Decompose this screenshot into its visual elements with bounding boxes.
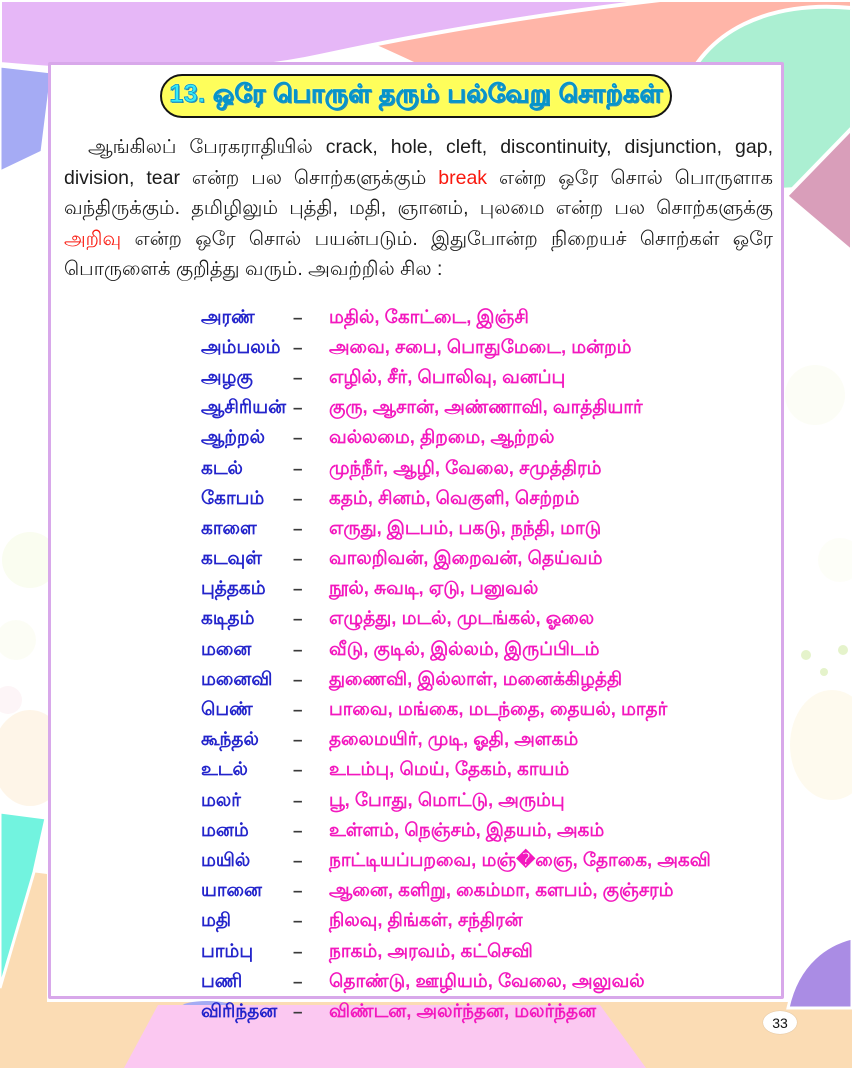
dash-separator: – (293, 337, 303, 357)
word-row (201, 303, 771, 333)
synonyms: நாகம், அரவம், கட்செவி (329, 939, 533, 961)
head-word: யானை (201, 879, 262, 901)
head-word: உடல் (201, 758, 248, 780)
word-row (201, 544, 771, 574)
head-word: கடல் (201, 456, 243, 478)
head-word: மனை (201, 637, 252, 659)
head-word: ஆசிரியன் (201, 396, 287, 418)
intro-emphasis-word: அறிவு (64, 227, 122, 250)
head-word: பாம்பு (201, 939, 254, 961)
synonyms: நிலவு, திங்கள், சந்திரன் (329, 909, 523, 931)
synonyms: கதம், சினம், வெகுளி, செற்றம் (329, 486, 580, 508)
word-row (201, 936, 771, 966)
word-row (201, 695, 771, 725)
dash-separator: – (293, 398, 303, 418)
dash-separator: – (293, 850, 303, 870)
intro-text: என்ற ஒரே சொல் பொருளாக வந்திருக்கும். தமிழிலும் புத்தி, மதி, ஞானம், புலமை என்ற பல சொற்களுக்கு (64, 166, 773, 219)
intro-text: என்ற ஒரே சொல் பயன்படும். இதுபோன்ற நிறையச் சொற்கள் ஒரே பொருளைக் குறித்து வரும். அவற்றில் சில : (64, 227, 773, 280)
head-word: அழகு (201, 365, 253, 387)
word-row (201, 967, 771, 997)
word-row (201, 665, 771, 695)
head-word: ஆற்றல் (201, 426, 265, 448)
word-row (201, 333, 771, 363)
synonyms: ஆனை, களிறு, கைம்மா, களபம், குஞ்சரம் (329, 879, 674, 901)
word-row (201, 846, 771, 876)
dash-separator: – (293, 971, 303, 991)
dash-separator: – (293, 639, 303, 659)
dash-separator: – (293, 790, 303, 810)
dash-separator: – (293, 730, 303, 750)
synonyms: வாலறிவன், இறைவன், தெய்வம் (329, 547, 603, 569)
word-row (201, 755, 771, 785)
dash-separator: – (293, 911, 303, 931)
word-row (201, 997, 771, 1027)
dash-separator: – (293, 1001, 303, 1021)
dash-separator: – (293, 458, 303, 478)
head-word: மயில் (201, 848, 251, 870)
head-word: விரிந்தன (201, 999, 278, 1021)
head-word: மலர் (201, 788, 241, 810)
page-number: 33 (772, 1014, 788, 1031)
intro-text: ஆங்கிலப் பேரகராதியில் crack, hole, cleft, discontinuity, disjunction, gap, division, tear என்ற பல சொற்களுக்கும் (64, 136, 773, 189)
synonyms: விண்டன, அலர்ந்தன, மலர்ந்தன (329, 999, 597, 1021)
synonyms: துணைவி, இல்லாள், மனைக்கிழத்தி (329, 667, 623, 689)
word-row (201, 786, 771, 816)
synonym-list (201, 303, 771, 1028)
page-number-badge (763, 1011, 797, 1034)
head-word: மனம் (201, 818, 249, 840)
dash-separator: – (293, 549, 303, 569)
head-word: புத்தகம் (201, 577, 266, 599)
word-row (201, 816, 771, 846)
dash-separator: – (293, 700, 303, 720)
head-word: கூந்தல் (201, 728, 259, 750)
head-word: பெண் (201, 698, 253, 720)
head-word: காளை (201, 516, 257, 538)
word-row (201, 725, 771, 755)
word-row (201, 393, 771, 423)
synonyms: உள்ளம், நெஞ்சம், இதயம், அகம் (329, 818, 605, 840)
word-row (201, 363, 771, 393)
synonyms: எழுத்து, மடல், முடங்கல், ஓலை (329, 607, 595, 629)
head-word: மனைவி (201, 667, 273, 689)
dash-separator: – (293, 488, 303, 508)
dash-separator: – (293, 669, 303, 689)
dash-separator: – (293, 881, 303, 901)
dash-separator: – (293, 941, 303, 961)
head-word: கடவுள் (201, 547, 262, 569)
synonyms: தலைமயிர், முடி, ஓதி, அளகம் (329, 728, 579, 750)
word-row (201, 906, 771, 936)
lesson-title: 13. ஒரே பொருள் தரும் பல்வேறு சொற்கள் (169, 80, 663, 108)
lesson-title-banner (160, 74, 672, 118)
dash-separator: – (293, 579, 303, 599)
head-word: மதி (201, 909, 232, 931)
word-row (201, 574, 771, 604)
intro-emphasis-word: break (438, 166, 488, 189)
synonyms: எருது, இடபம், பகடு, நந்தி, மாடு (329, 516, 602, 538)
head-word: பணி (201, 969, 243, 991)
synonyms: அவை, சபை, பொதுமேடை, மன்றம் (329, 335, 632, 357)
word-row (201, 604, 771, 634)
word-row (201, 423, 771, 453)
synonyms: பாவை, மங்கை, மடந்தை, தையல், மாதர் (329, 698, 668, 720)
content-card (48, 62, 784, 1021)
dash-separator: – (293, 609, 303, 629)
word-row (201, 453, 771, 483)
synonyms: நாட்டியப்பறவை, மஞ்�ஞை, தோகை, அகவி (329, 848, 711, 870)
synonyms: மதில், கோட்டை, இஞ்சி (329, 305, 529, 327)
word-row (201, 876, 771, 906)
synonyms: பூ, போது, மொட்டு, அரும்பு (329, 788, 565, 810)
dash-separator: – (293, 518, 303, 538)
synonyms: குரு, ஆசான், அண்ணாவி, வாத்தியார் (329, 396, 643, 418)
synonyms: நூல், சுவடி, ஏடு, பனுவல் (329, 577, 539, 599)
word-row (201, 484, 771, 514)
word-row (201, 514, 771, 544)
synonyms: எழில், சீர், பொலிவு, வனப்பு (329, 365, 566, 387)
intro-paragraph (64, 132, 773, 285)
head-word: அம்பலம் (201, 335, 281, 357)
synonyms: தொண்டு, ஊழியம், வேலை, அலுவல் (329, 969, 645, 991)
synonyms: வல்லமை, திறமை, ஆற்றல் (329, 426, 555, 448)
dash-separator: – (293, 428, 303, 448)
synonyms: முந்நீர், ஆழி, வேலை, சமுத்திரம் (329, 456, 602, 478)
dash-separator: – (293, 307, 303, 327)
dash-separator: – (293, 367, 303, 387)
synonyms: வீடு, குடில், இல்லம், இருப்பிடம் (329, 637, 600, 659)
head-word: கோபம் (201, 486, 265, 508)
dash-separator: – (293, 820, 303, 840)
head-word: கடிதம் (201, 607, 255, 629)
dash-separator: – (293, 760, 303, 780)
word-row (201, 635, 771, 665)
synonyms: உடம்பு, மெய், தேகம், காயம் (329, 758, 570, 780)
head-word: அரண் (201, 305, 255, 327)
